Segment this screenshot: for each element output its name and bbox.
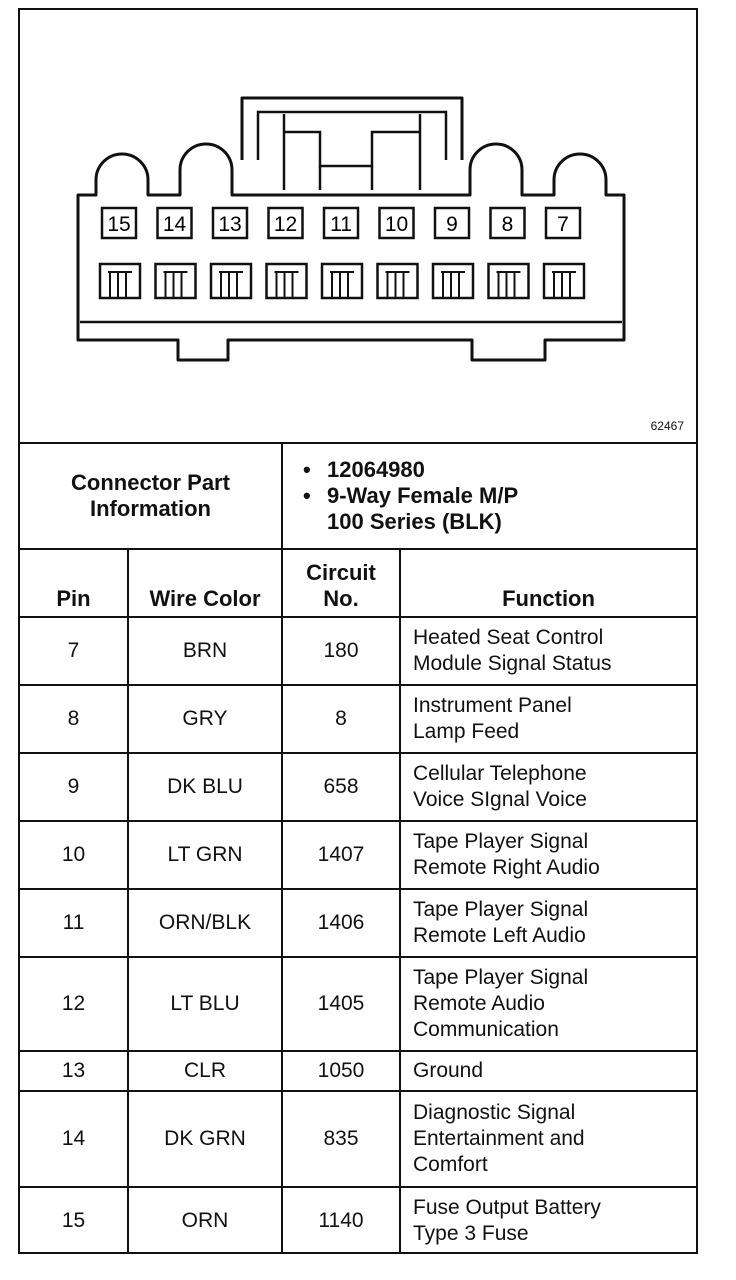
- circuit-no-cell: 1405: [282, 957, 400, 1051]
- connector-part-info: [20, 442, 696, 550]
- terminal-slot-9: [433, 264, 473, 298]
- circuit-no-cell: 1406: [282, 889, 400, 957]
- pin-row-7: [20, 617, 696, 685]
- cavity-labels: [102, 208, 580, 238]
- pin-row-11: [20, 889, 696, 957]
- pin-row-12: [20, 957, 696, 1051]
- function-cell: Heated Seat Control Module Signal Status: [400, 617, 696, 685]
- connector-part-info-details: [282, 443, 696, 549]
- connector-part-info-label: Connector Part Information: [20, 443, 282, 549]
- pin-row-10: [20, 821, 696, 889]
- circuit-no-cell: 1140: [282, 1187, 400, 1253]
- svg-text:12: 12: [273, 213, 298, 236]
- pin-row-8: [20, 685, 696, 753]
- pin-row-9: [20, 753, 696, 821]
- svg-text:13: 13: [218, 213, 242, 236]
- pinout-table: [20, 548, 696, 1253]
- cavity-label-15: [102, 208, 136, 238]
- header-function: Function: [400, 549, 696, 617]
- circuit-no-cell: 1050: [282, 1051, 400, 1091]
- svg-text:8: 8: [501, 213, 514, 236]
- connector-description: • 9-Way Female M/P 100 Series (BLK): [327, 483, 696, 535]
- circuit-no-cell: 1407: [282, 821, 400, 889]
- function-cell: Ground: [400, 1051, 696, 1091]
- terminal-slot-13: [211, 264, 251, 298]
- function-cell: Diagnostic Signal Entertainment and Comfort: [400, 1091, 696, 1187]
- pin-cell: 13: [20, 1051, 128, 1091]
- pin-cell: 11: [20, 889, 128, 957]
- svg-text:14: 14: [162, 213, 187, 236]
- wire-color-cell: DK BLU: [128, 753, 282, 821]
- pin-cell: 8: [20, 685, 128, 753]
- cavity-label-10: [380, 208, 414, 238]
- cavity-label-11: [324, 208, 358, 238]
- svg-text:10: 10: [384, 213, 409, 236]
- terminal-slot-12: [267, 264, 307, 298]
- connector-drawing: [20, 10, 696, 442]
- cavity-label-13: [213, 208, 247, 238]
- wire-color-cell: ORN/BLK: [128, 889, 282, 957]
- svg-text:7: 7: [557, 213, 569, 236]
- function-cell: Fuse Output Battery Type 3 Fuse: [400, 1187, 696, 1253]
- terminal-slot-14: [156, 264, 196, 298]
- circuit-no-cell: 835: [282, 1091, 400, 1187]
- pin-cell: 12: [20, 957, 128, 1051]
- svg-text:9: 9: [446, 213, 458, 236]
- svg-text:15: 15: [107, 213, 131, 236]
- header-wire-color: Wire Color: [128, 549, 282, 617]
- pinout-rows: [20, 617, 696, 1253]
- circuit-no-cell: 8: [282, 685, 400, 753]
- pin-cell: 14: [20, 1091, 128, 1187]
- pin-cell: 7: [20, 617, 128, 685]
- connector-body-outline: [78, 144, 624, 360]
- cavity-label-9: [435, 208, 469, 238]
- pin-cell: 10: [20, 821, 128, 889]
- cavity-label-8: [491, 208, 525, 238]
- terminal-slot-7: [544, 264, 584, 298]
- terminal-slot-10: [378, 264, 418, 298]
- function-cell: Tape Player Signal Remote Right Audio: [400, 821, 696, 889]
- wire-color-cell: LT BLU: [128, 957, 282, 1051]
- cavity-label-7: [546, 208, 580, 238]
- connector-diagram: [20, 10, 696, 442]
- terminal-slot-11: [322, 264, 362, 298]
- wire-color-cell: BRN: [128, 617, 282, 685]
- cavity-label-12: [269, 208, 303, 238]
- svg-text:11: 11: [330, 213, 352, 236]
- function-cell: Cellular Telephone Voice SIgnal Voice: [400, 753, 696, 821]
- function-cell: Tape Player Signal Remote Audio Communication: [400, 957, 696, 1051]
- wire-color-cell: LT GRN: [128, 821, 282, 889]
- pin-row-15: [20, 1187, 696, 1253]
- terminal-slots: [100, 264, 584, 298]
- circuit-no-cell: 180: [282, 617, 400, 685]
- header-circuit-no: Circuit No.: [282, 549, 400, 617]
- pin-row-13: [20, 1051, 696, 1091]
- pin-cell: 9: [20, 753, 128, 821]
- pin-cell: 15: [20, 1187, 128, 1253]
- wire-color-cell: ORN: [128, 1187, 282, 1253]
- function-cell: Tape Player Signal Remote Left Audio: [400, 889, 696, 957]
- latch-slot-lines: [320, 166, 372, 190]
- terminal-slot-8: [489, 264, 529, 298]
- wire-color-cell: GRY: [128, 685, 282, 753]
- pin-row-14: [20, 1091, 696, 1187]
- figure-id: 62467: [650, 419, 684, 433]
- wire-color-cell: DK GRN: [128, 1091, 282, 1187]
- connector-latch-outline: [242, 98, 462, 160]
- connector-sheet: [18, 8, 698, 1254]
- header-pin: Pin: [20, 549, 128, 617]
- cavity-label-14: [158, 208, 192, 238]
- part-number: • 12064980: [327, 457, 696, 483]
- wire-color-cell: CLR: [128, 1051, 282, 1091]
- terminal-slot-15: [100, 264, 140, 298]
- function-cell: Instrument Panel Lamp Feed: [400, 685, 696, 753]
- circuit-no-cell: 658: [282, 753, 400, 821]
